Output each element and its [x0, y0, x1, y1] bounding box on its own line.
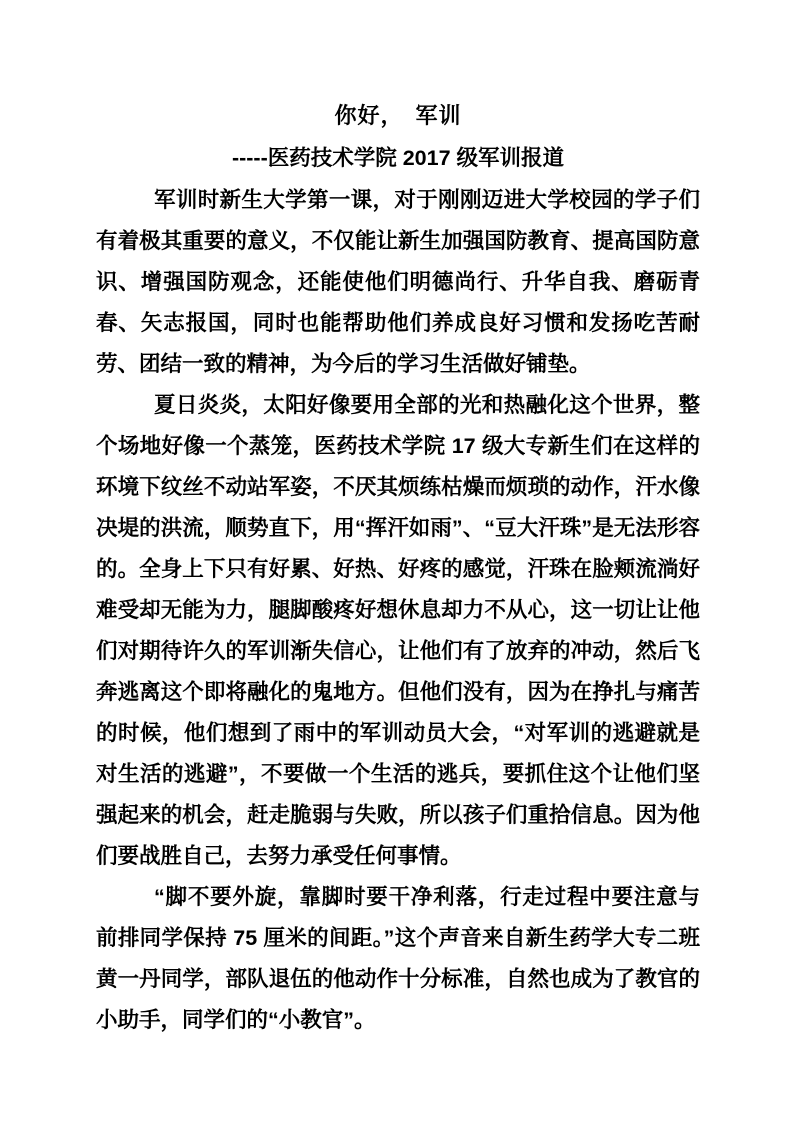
- paragraph-student-instructor: “脚不要外旋，靠脚时要干净利落，行走过程中要注意与前排同学保持 75 厘米的间距。”这个声音来自新生药学大专二班黄一丹同学，部队退伍的他动作十分标准，自然也成为了教官的小助手，同学们的“小教官”。: [96, 885, 700, 1032]
- paragraph-training-heat: 夏日炎炎，太阳好像要用全部的光和热融化这个世界，整个场地好像一个蒸笼，医药技术学院 17 级大专新生们在这样的环境下纹丝不动站军姿，不厌其烦练枯燥而烦琐的动作，汗水像决堤的洪流，顺势直下，用“挥汗如雨”、“豆大汗珠”是无法形容的。全身上下只有好累、好热、好疼的感觉，汗珠在脸颊流淌好难受却无能为力，腿脚酸疼好想休息却力不从心，这一切让让他们对期待许久的军训渐失信心，让他们有了放弃的冲动，然后飞奔逃离这个即将融化的鬼地方。但他们没有，因为在挣扎与痛苦的时候，他们想到了雨中的军训动员大会，“对军训的逃避就是对生活的逃避”，不要做一个生活的逃兵，要抓住这个让他们坚强起来的机会，赶走脆弱与失败，所以孩子们重拾信息。因为他们要战胜自己，去努力承受任何事情。: [96, 393, 700, 868]
- paragraph-intro: 军训时新生大学第一课，对于刚刚迈进大学校园的学子们有着极其重要的意义，不仅能让新生加强国防教育、提高国防意识、增强国防观念，还能使他们明德尚行、升华自我、磨砺青春、矢志报国，同时也能帮助他们养成良好习惯和发扬吃苦耐劳、团结一致的精神，为今后的学习生活做好铺垫。: [96, 188, 700, 376]
- document-subtitle: -----医药技术学院 2017 级军训报道: [231, 146, 565, 170]
- document-title: 你好， 军训: [334, 103, 462, 128]
